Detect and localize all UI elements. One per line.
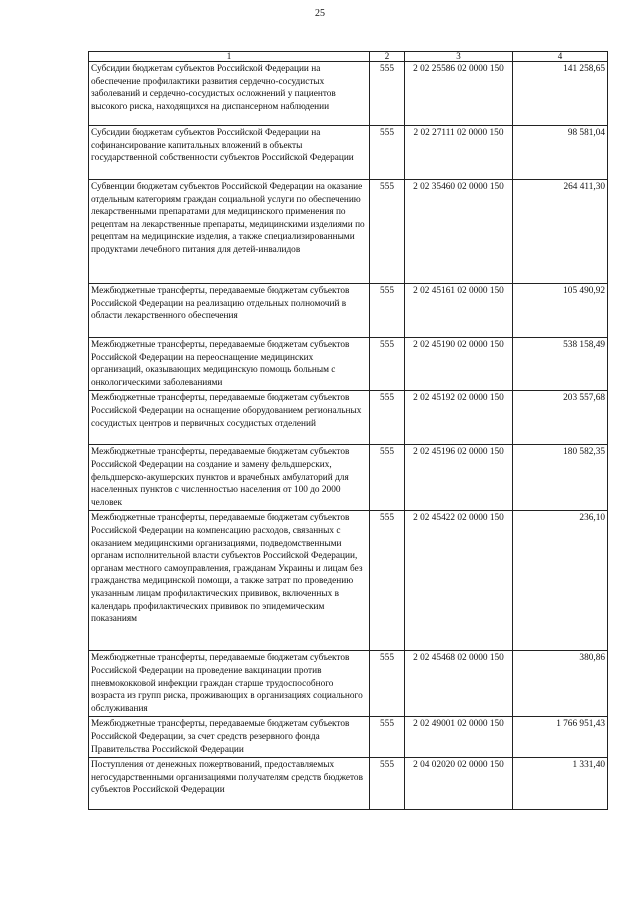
amount-cell: 98 581,04 [513,126,608,180]
table-row [89,758,608,810]
budget-revenue-table [88,51,608,810]
budget-code-cell: 2 02 45190 02 0000 150 [405,338,513,391]
column-header-4: 4 [513,52,608,62]
column-header-3: 3 [405,52,513,62]
amount-cell: 180 582,35 [513,445,608,511]
admin-code-cell: 555 [370,180,405,284]
income-name-cell: Межбюджетные трансферты, передаваемые бюджетам субъектов Российской Федерации на переоснащение медицинских организаций, оказывающих медицинскую помощь больным с онкологическими заболеваниями [89,338,370,391]
budget-code-cell: 2 02 35460 02 0000 150 [405,180,513,284]
column-header-1: 1 [89,52,370,62]
amount-cell: 264 411,30 [513,180,608,284]
income-name-cell: Поступления от денежных пожертвований, предоставляемых негосударственными организациями получателям средств бюджетов субъектов Российской Федерации [89,758,370,810]
table-row [89,511,608,651]
income-name-cell: Межбюджетные трансферты, передаваемые бюджетам субъектов Российской Федерации на оснащение оборудованием региональных сосудистых центров и первичных сосудистых отделений [89,391,370,445]
budget-code-cell: 2 02 45468 02 0000 150 [405,651,513,717]
table-header-row [89,52,608,62]
table-row [89,651,608,717]
admin-code-cell: 555 [370,62,405,126]
table-row [89,445,608,511]
income-name-cell: Субсидии бюджетам субъектов Российской Федерации на софинансирование капитальных вложений в объекты государственной собственности субъектов Российской Федерации [89,126,370,180]
admin-code-cell: 555 [370,284,405,338]
admin-code-cell: 555 [370,445,405,511]
budget-code-cell: 2 02 45422 02 0000 150 [405,511,513,651]
table-row [89,338,608,391]
admin-code-cell: 555 [370,511,405,651]
table-row [89,62,608,126]
income-name-cell: Межбюджетные трансферты, передаваемые бюджетам субъектов Российской Федерации на реализацию отдельных полномочий в области лекарственного обеспечения [89,284,370,338]
table-row [89,717,608,758]
income-name-cell: Межбюджетные трансферты, передаваемые бюджетам субъектов Российской Федерации, за счет средств резервного фонда Правительства Российской Федерации [89,717,370,758]
admin-code-cell: 555 [370,126,405,180]
table-row [89,126,608,180]
admin-code-cell: 555 [370,651,405,717]
budget-code-cell: 2 02 27111 02 0000 150 [405,126,513,180]
table-row [89,284,608,338]
amount-cell: 236,10 [513,511,608,651]
amount-cell: 1 766 951,43 [513,717,608,758]
amount-cell: 1 331,40 [513,758,608,810]
budget-code-cell: 2 02 45192 02 0000 150 [405,391,513,445]
page-number: 25 [315,8,325,19]
admin-code-cell: 555 [370,338,405,391]
income-name-cell: Субсидии бюджетам субъектов Российской Федерации на обеспечение профилактики развития сердечно-сосудистых заболеваний и сердечно-сосудистых осложнений у пациентов высокого риска, находящихся на диспансерном наблюдении [89,62,370,126]
amount-cell: 141 258,65 [513,62,608,126]
column-header-2: 2 [370,52,405,62]
amount-cell: 538 158,49 [513,338,608,391]
budget-code-cell: 2 04 02020 02 0000 150 [405,758,513,810]
admin-code-cell: 555 [370,717,405,758]
amount-cell: 203 557,68 [513,391,608,445]
income-name-cell: Межбюджетные трансферты, передаваемые бюджетам субъектов Российской Федерации на компенсацию расходов, связанных с оказанием медицинскими организациями, подведомственными органам исполнительной власти субъектов Российской Федерации, органам местного самоуправления, гражданам Украины и лицам без гражданства медицинской помощи, а также затрат по проведению указанным лицам профилактических прививок, включенных в календарь профилактических прививок по эпидемическим показаниям [89,511,370,651]
amount-cell: 380,86 [513,651,608,717]
income-name-cell: Межбюджетные трансферты, передаваемые бюджетам субъектов Российской Федерации на проведение вакцинации против пневмококковой инфекции граждан старше трудоспособного возраста из групп риска, проживающих в организациях социального обслуживания [89,651,370,717]
budget-code-cell: 2 02 49001 02 0000 150 [405,717,513,758]
table-row [89,180,608,284]
table-row [89,391,608,445]
income-name-cell: Субвенции бюджетам субъектов Российской Федерации на оказание отдельным категориям граждан социальной услуги по обеспечению лекарственными препаратами для медицинского применения по рецептам на лекарственные препараты, медицинскими изделиями по рецептам на медицинские изделия, а также специализированными продуктами лечебного питания для детей-инвалидов [89,180,370,284]
amount-cell: 105 490,92 [513,284,608,338]
budget-code-cell: 2 02 45161 02 0000 150 [405,284,513,338]
budget-code-cell: 2 02 45196 02 0000 150 [405,445,513,511]
income-name-cell: Межбюджетные трансферты, передаваемые бюджетам субъектов Российской Федерации на создание и замену фельдшерских, фельдшерско-акушерских пунктов и врачебных амбулаторий для населенных пунктов с численностью населения от 100 до 2000 человек [89,445,370,511]
admin-code-cell: 555 [370,391,405,445]
budget-code-cell: 2 02 25586 02 0000 150 [405,62,513,126]
admin-code-cell: 555 [370,758,405,810]
